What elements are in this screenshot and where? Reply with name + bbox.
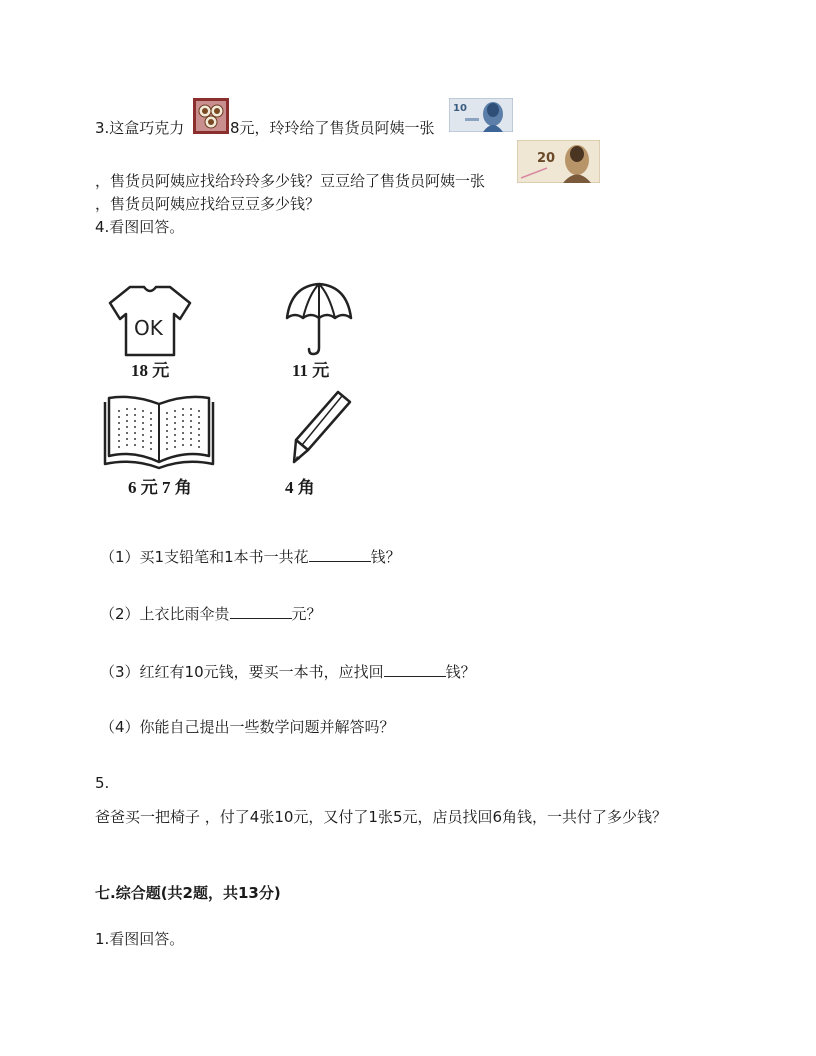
section7-q1: 1.看图回答。 [95, 930, 185, 948]
tshirt-icon [108, 283, 192, 359]
twenty-yuan-note-image [517, 140, 600, 183]
umbrella-icon [285, 280, 353, 358]
pencil-price: 4 角 [285, 478, 315, 497]
q5-number: 5. [95, 774, 110, 792]
q4-sub3-answer-blank[interactable] [384, 662, 446, 677]
q5-text: 爸爸买一把椅子 ，付了4张10元，又付了1张5元，店员找回6角钱，一共付了多少钱？ [95, 808, 668, 826]
tshirt-price: 18 元 [131, 361, 170, 380]
q4-title: 4.看图回答。 [95, 218, 185, 236]
q4-sub1-suffix: 钱？ [370, 548, 401, 566]
note-20-value: 20 [537, 151, 556, 166]
book-icon [103, 392, 215, 472]
q4-sub1-answer-blank[interactable] [309, 547, 371, 562]
book-price: 6 元 7 角 [128, 478, 192, 497]
q4-sub2 [100, 604, 322, 622]
q4-sub2-suffix: 元？ [291, 605, 322, 623]
q3-line1-prefix: 3.这盒巧克力 [95, 119, 185, 137]
q4-sub3 [100, 662, 476, 680]
q4-sub1-text: （1）买1支铅笔和1本书一共花 [100, 548, 309, 566]
q3-line2: ，售货员阿姨应找给玲玲多少钱？豆豆给了售货员阿姨一张 [95, 172, 486, 190]
umbrella-price: 11 元 [292, 361, 330, 380]
q4-sub1 [100, 547, 401, 565]
q4-sub4: （4）你能自己提出一些数学问题并解答吗？ [100, 718, 395, 736]
ten-yuan-note-image [449, 98, 513, 132]
tshirt-text: OK [134, 316, 163, 340]
q4-sub2-answer-blank[interactable] [230, 604, 292, 619]
section7-title: 七.综合题(共2题，共13分) [95, 884, 281, 902]
note-10-value: 10 [453, 103, 467, 114]
q4-sub2-text: （2）上衣比雨伞贵 [100, 605, 230, 623]
chocolate-box-image [193, 98, 229, 134]
q3-line1-suffix: 8元，玲玲给了售货员阿姨一张 [230, 119, 435, 137]
q4-sub3-suffix: 钱？ [445, 663, 476, 681]
q4-sub3-text: （3）红红有10元钱，要买一本书，应找回 [100, 663, 384, 681]
q3-line3: ，售货员阿姨应找给豆豆多少钱？ [95, 195, 321, 213]
pencil-icon [290, 388, 354, 466]
